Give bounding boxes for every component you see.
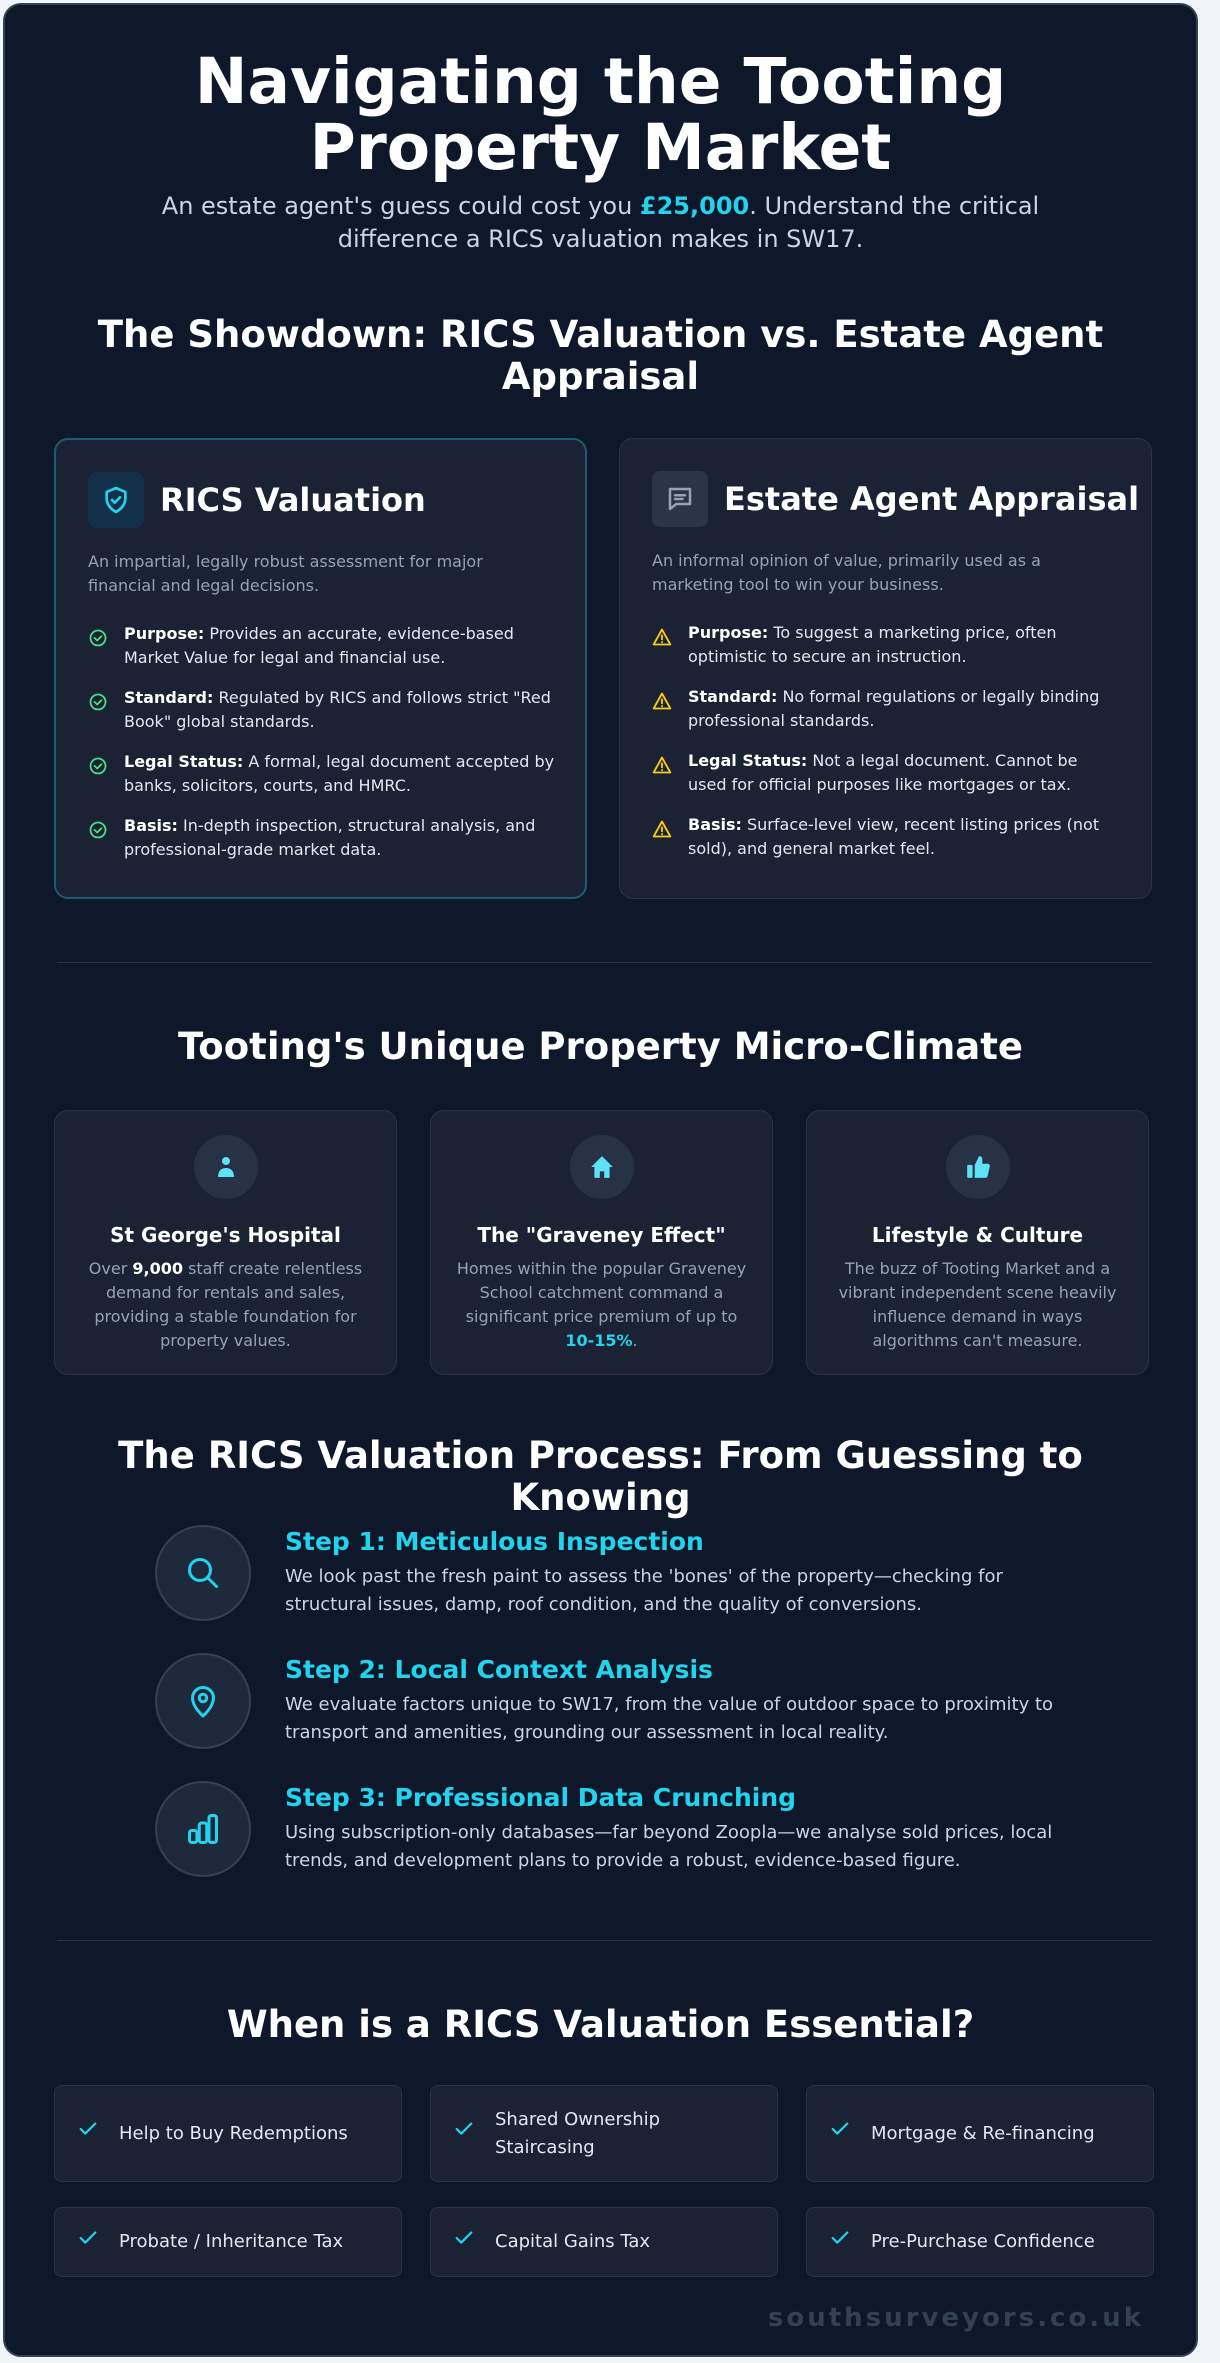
criteria-detail: Provides an accurate, evidence-based Market Value for legal and financial use.	[124, 624, 514, 667]
criteria-item	[652, 621, 1121, 669]
criteria-item	[88, 750, 555, 798]
page-title: Navigating the Tooting Property Market	[194, 45, 1007, 184]
divider	[57, 962, 1152, 963]
premium-range: 10-15%	[565, 1331, 633, 1350]
criteria-label: Basis:	[688, 815, 742, 834]
essential-item	[54, 2085, 402, 2182]
rics-card	[54, 438, 587, 899]
criteria-detail: A formal, legal document accepted by banks, solicitors, courts, and HMRC.	[124, 752, 555, 795]
person-icon	[194, 1135, 258, 1199]
text: Over	[88, 1259, 133, 1278]
essential-label: Shared Ownership Staircasing	[495, 2108, 661, 2158]
check-circle-icon	[88, 628, 110, 670]
essential-label: Mortgage & Re-financing	[871, 2122, 1095, 2144]
infographic	[3, 3, 1198, 2357]
criteria-detail: Not a legal document. Cannot be used for official purposes like mortgages or tax.	[688, 751, 1078, 794]
process-title: The RICS Valuation Process: From Guessing to Knowing	[118, 1434, 1083, 1519]
step-description: Using subscription-only databases—far beyond Zoopla—we analyse sold prices, local trends, and development plans to provide a robust, evidence-based figure.	[285, 1822, 1053, 1871]
check-icon	[77, 2118, 99, 2149]
criteria-label: Legal Status:	[688, 751, 808, 770]
card-description: An impartial, legally robust assessment for major financial and legal decisions.	[88, 552, 483, 595]
warning-triangle-icon	[652, 755, 674, 797]
check-circle-icon	[88, 692, 110, 734]
showdown-title: The Showdown: RICS Valuation vs. Estate Agent Appraisal	[97, 313, 1104, 398]
feature-card-lifestyle	[806, 1110, 1149, 1375]
essential-label: Help to Buy Redemptions	[119, 2122, 348, 2144]
check-circle-icon	[88, 820, 110, 862]
check-icon	[453, 2227, 475, 2258]
criteria-item	[652, 813, 1121, 861]
step-description: We evaluate factors unique to SW17, from the value of outdoor space to proximity to transport and amenities, grounding our assessment in local reality.	[285, 1694, 1054, 1743]
feature-title: The "Graveney Effect"	[477, 1223, 726, 1247]
check-icon	[453, 2118, 475, 2149]
process-step	[155, 1653, 1055, 1753]
divider	[57, 1940, 1152, 1941]
home-icon	[570, 1135, 634, 1199]
criteria-detail: To suggest a marketing price, often optimistic to secure an instruction.	[688, 623, 1057, 666]
criteria-text	[124, 750, 555, 798]
criteria-text	[124, 814, 555, 862]
subtitle-text: An estate agent's guess could cost you	[161, 192, 640, 220]
text: staff create relentless demand for rentals and sales, providing a stable foundation for property values.	[94, 1259, 363, 1350]
feature-card-hospital	[54, 1110, 397, 1375]
criteria-detail: Regulated by RICS and follows strict "Red Book" global standards.	[124, 688, 551, 731]
climate-title: Tooting's Unique Property Micro-Climate	[177, 1025, 1024, 1068]
feature-description	[453, 1257, 750, 1353]
essential-item	[430, 2207, 778, 2277]
check-icon	[77, 2227, 99, 2258]
criteria-label: Purpose:	[688, 623, 769, 642]
website-watermark: southsurveyors.co.uk	[767, 2303, 1144, 2333]
criteria-text	[688, 813, 1121, 861]
page-subtitle	[145, 190, 1056, 256]
criteria-label: Standard:	[688, 687, 778, 706]
feature-card-graveney	[430, 1110, 773, 1375]
card-title: RICS Valuation	[160, 481, 426, 519]
criteria-label: Purpose:	[124, 624, 205, 643]
feature-description	[77, 1257, 374, 1353]
essential-item	[54, 2207, 402, 2277]
criteria-text	[124, 686, 555, 734]
criteria-item	[88, 814, 555, 862]
subtitle-text: . Understand the critical difference a RICS valuation makes in SW17.	[337, 192, 1040, 253]
search-icon	[155, 1525, 251, 1621]
warning-triangle-icon	[652, 819, 674, 861]
check-circle-icon	[88, 756, 110, 798]
step-description: We look past the fresh paint to assess the 'bones' of the property—checking for structural issues, damp, roof condition, and the quality of conversions.	[285, 1566, 1003, 1615]
map-pin-icon	[155, 1653, 251, 1749]
card-description: An informal opinion of value, primarily used as a marketing tool to win your business.	[652, 551, 1041, 594]
criteria-detail: Surface-level view, recent listing prices (not sold), and general market feel.	[688, 815, 1100, 858]
warning-triangle-icon	[652, 627, 674, 669]
text: .	[632, 1331, 638, 1350]
staff-count: 9,000	[132, 1259, 183, 1278]
criteria-text	[688, 621, 1121, 669]
check-icon	[829, 2118, 851, 2149]
step-title: Step 1: Meticulous Inspection	[285, 1527, 704, 1556]
feature-title: St George's Hospital	[110, 1223, 341, 1247]
card-title: Estate Agent Appraisal	[724, 480, 1140, 518]
criteria-item	[652, 749, 1121, 797]
criteria-text	[124, 622, 555, 670]
criteria-label: Basis:	[124, 816, 178, 835]
essential-label: Probate / Inheritance Tax	[119, 2231, 344, 2252]
bar-chart-icon	[155, 1781, 251, 1877]
criteria-label: Standard:	[124, 688, 214, 707]
check-icon	[829, 2227, 851, 2258]
essential-item	[430, 2085, 778, 2182]
criteria-text	[688, 685, 1121, 733]
essential-item	[806, 2207, 1154, 2277]
criteria-detail: No formal regulations or legally binding professional standards.	[688, 687, 1100, 730]
agent-card	[619, 438, 1152, 899]
criteria-item	[88, 622, 555, 670]
chat-bubble-icon	[652, 471, 708, 527]
step-title: Step 2: Local Context Analysis	[285, 1655, 713, 1684]
criteria-text	[688, 749, 1121, 797]
process-step	[155, 1525, 1055, 1625]
essential-label: Capital Gains Tax	[495, 2231, 651, 2252]
essential-item	[806, 2085, 1154, 2182]
step-title: Step 3: Professional Data Crunching	[285, 1783, 797, 1812]
criteria-item	[88, 686, 555, 734]
cost-amount: £25,000	[639, 192, 750, 220]
essential-title: When is a RICS Valuation Essential?	[226, 2003, 975, 2046]
thumbs-up-icon	[946, 1135, 1010, 1199]
criteria-detail: In-depth inspection, structural analysis, and professional-grade market data.	[124, 816, 536, 859]
essential-label: Pre-Purchase Confidence	[871, 2231, 1095, 2252]
criteria-item	[652, 685, 1121, 733]
warning-triangle-icon	[652, 691, 674, 733]
process-step	[155, 1781, 1055, 1881]
feature-title: Lifestyle & Culture	[871, 1223, 1084, 1247]
text: Homes within the popular Graveney School catchment command a significant price premium of up to	[456, 1259, 747, 1326]
shield-check-icon	[88, 472, 144, 528]
criteria-label: Legal Status:	[124, 752, 244, 771]
feature-description: The buzz of Tooting Market and a vibrant independent scene heavily influence demand in ways algorithms can't measure.	[838, 1259, 1117, 1350]
